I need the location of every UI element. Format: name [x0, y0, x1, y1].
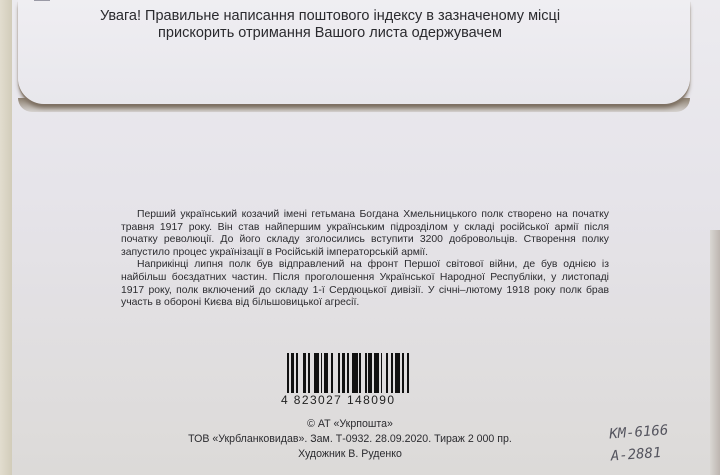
warning-line-2: прискорить отримання Вашого листа одержувачем	[158, 25, 502, 41]
barcode	[287, 353, 411, 393]
postal-code-warning	[30, 8, 630, 42]
handwritten-code-2: А-2881	[610, 444, 662, 465]
handwritten-code-1: КМ-6166	[608, 422, 669, 443]
artist-line: Художник В. Руденко	[298, 447, 402, 460]
barcode-digits: 4 823027 148090	[281, 393, 396, 407]
warning-line-1: Увага! Правильне написання поштового індексу в зазначеному місці	[99, 8, 561, 24]
history-text-block	[121, 209, 609, 310]
corner-pencil-mark	[34, 0, 50, 6]
envelope-right-edge	[710, 230, 720, 475]
handwritten-codes	[609, 417, 712, 468]
imprint-block	[160, 417, 540, 461]
printer-line: ТОВ «Укрбланковидав». Зам. Т-0932. 28.09.2020. Тираж 2 000 пр.	[188, 432, 512, 445]
barcode-bar	[409, 353, 411, 393]
copyright-line: © АТ «Укрпошта»	[307, 418, 393, 430]
history-paragraph-1: Перший український козачий імені гетьмана Богдана Хмельницького полк створено на початку травня 1917 року. Він став найпершим українським підрозділом у складі російської армії після початку революції. До його складу зголосились вступити 3200 добровольців. Створення полку запустило процес українізації в Російській імператорській армії.	[121, 209, 609, 258]
history-paragraph-2: Наприкінці липня полк був відправлений на фронт Першої світової війни, де був однією із найбільш боєздатних частин. Після проголошення Української Народної Республіки, у листопаді 1917 року, полк включений до складу 1-ї Сердюцької дивізії. У січні–лютому 1918 року полк брав участь в обороні Києва від більшовицької агресії.	[121, 259, 609, 309]
